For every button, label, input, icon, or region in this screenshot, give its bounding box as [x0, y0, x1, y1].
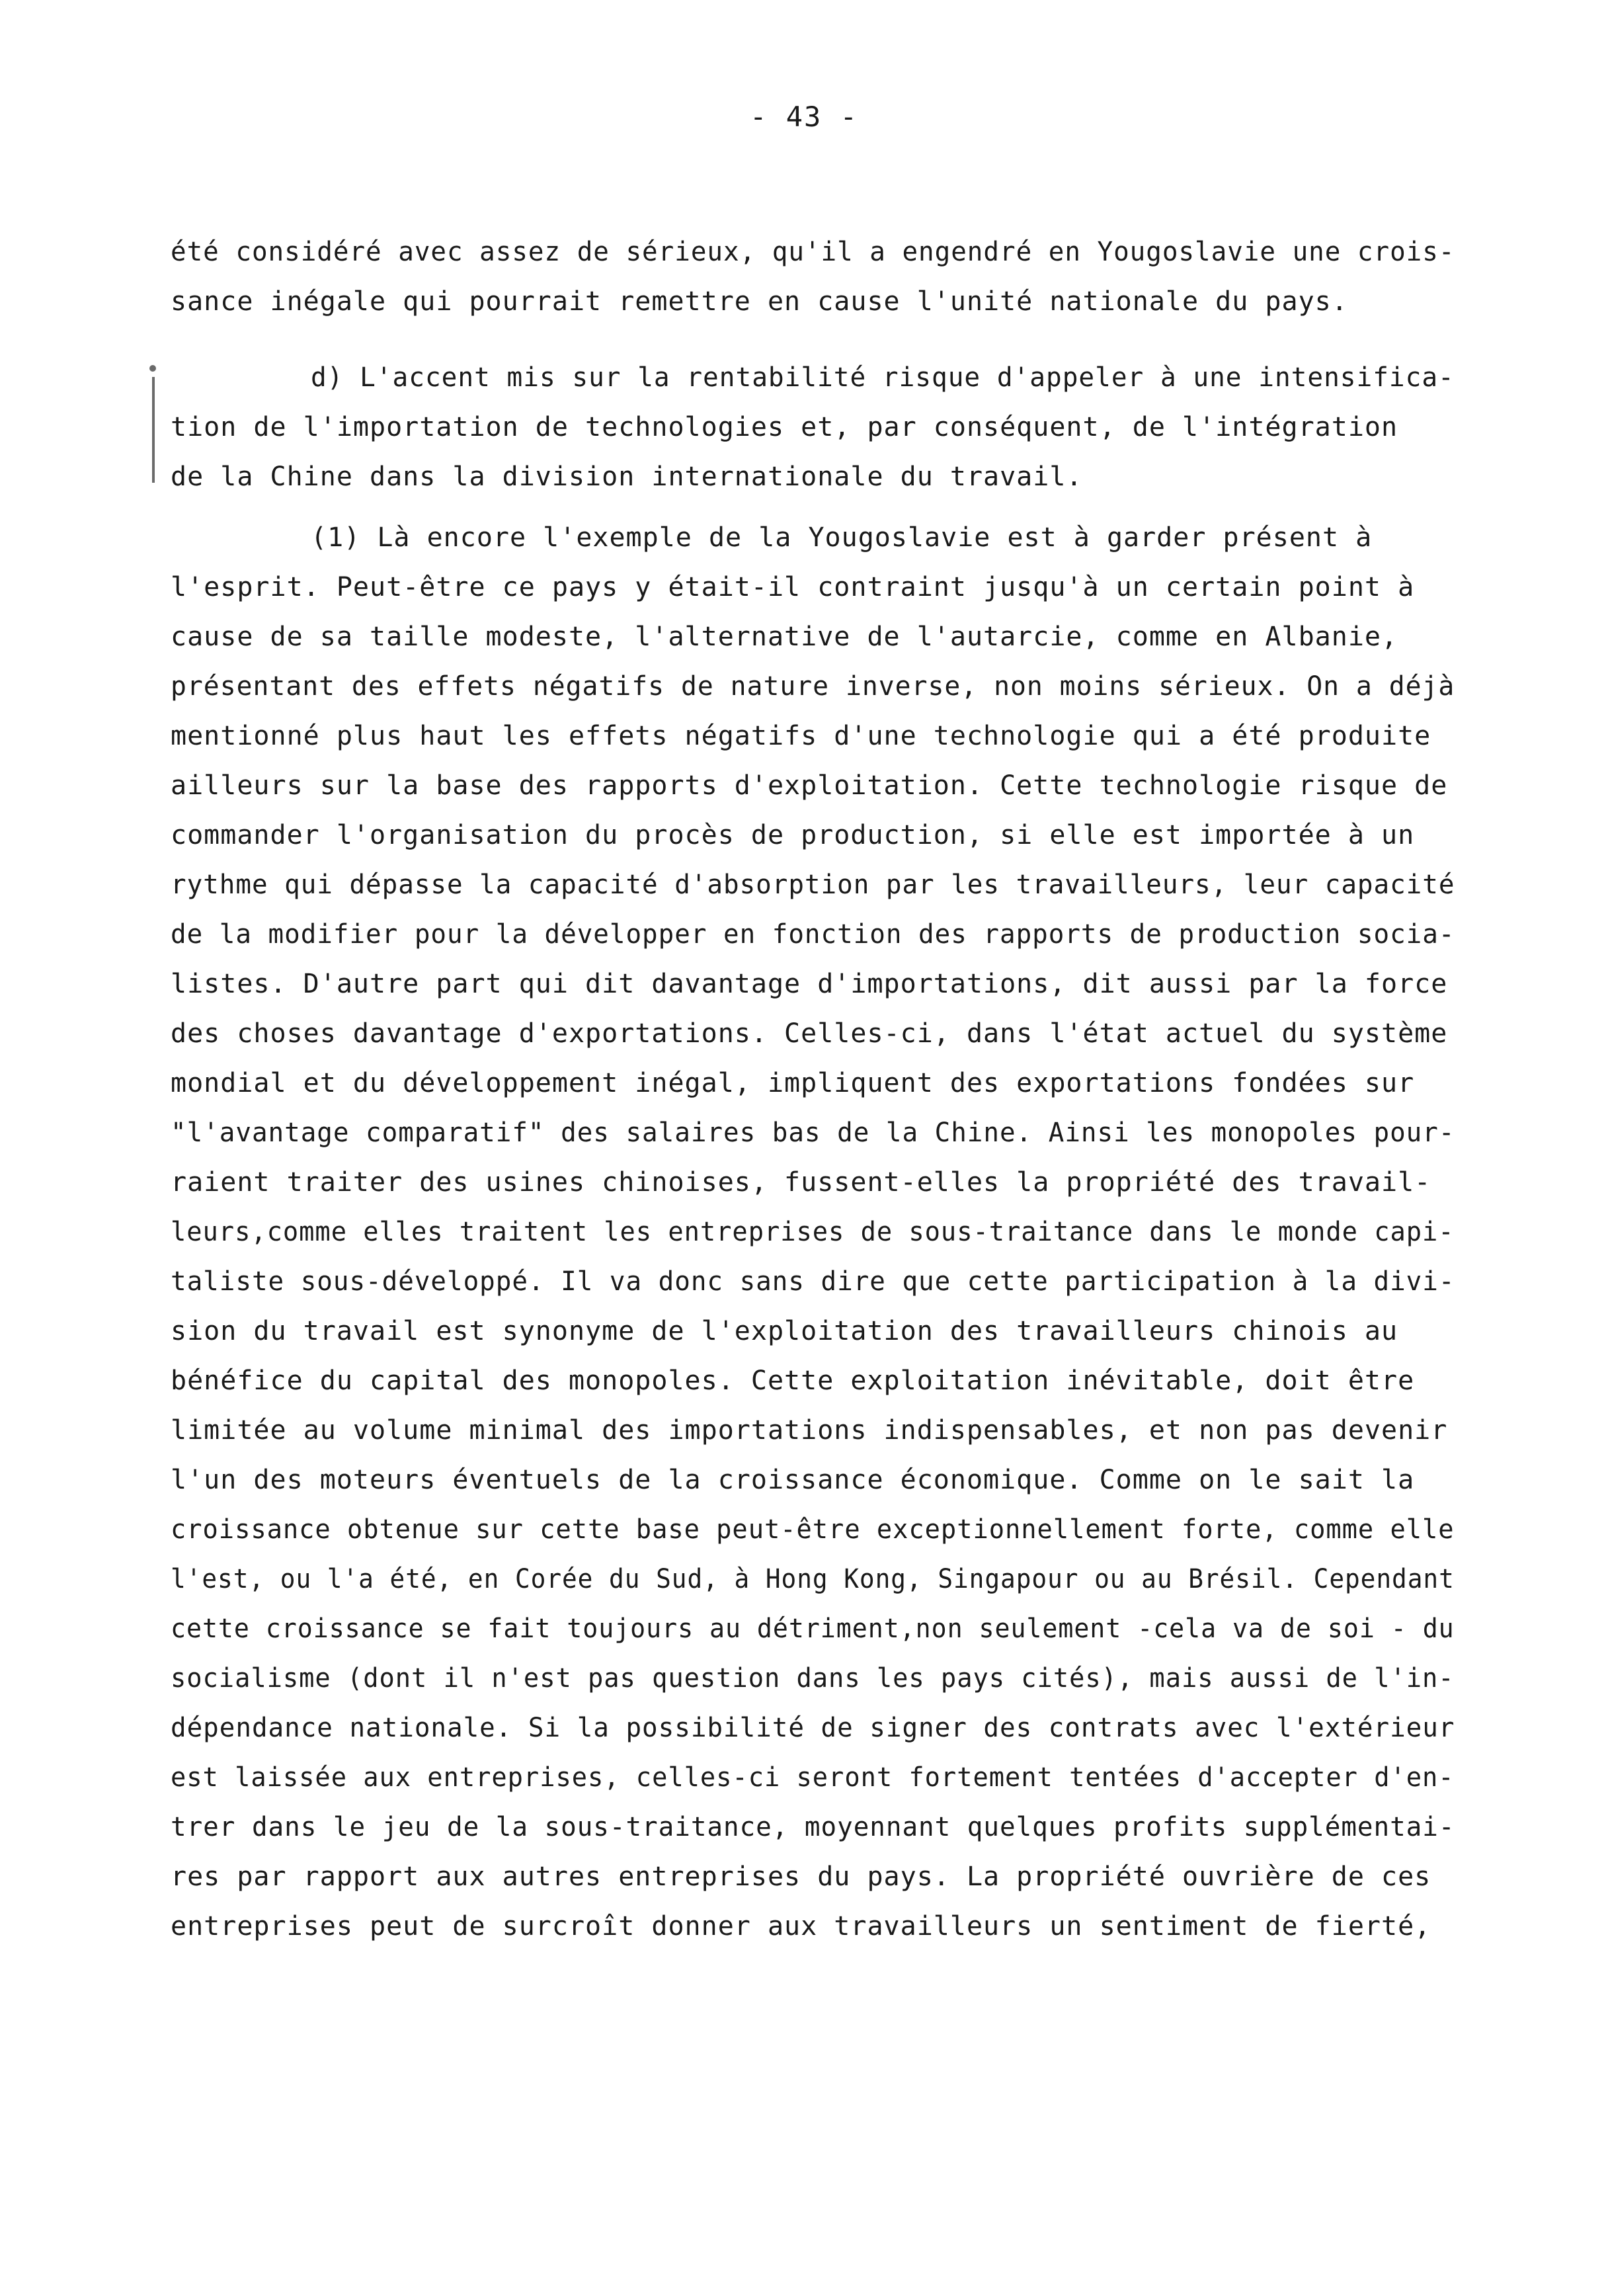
text-line: (1) Là encore l'exemple de la Yougoslavie est à garder présent à — [311, 522, 1373, 553]
text-line: sance inégale qui pourrait remettre en cause l'unité nationale du pays. — [171, 286, 1348, 317]
text-line: mentionné plus haut les effets négatifs d'une technologie qui a été produite — [171, 721, 1431, 751]
text-line: taliste sous-développé. Il va donc sans dire que cette participation à la divi- — [171, 1266, 1455, 1297]
text-line: des choses davantage d'exportations. Celles-ci, dans l'état actuel du système — [171, 1018, 1448, 1049]
text-line: commander l'organisation du procès de production, si elle est importée à un — [171, 820, 1415, 850]
text-line: entreprises peut de surcroît donner aux travailleurs un sentiment de fierté, — [171, 1911, 1431, 1942]
text-line: leurs,comme elles traitent les entreprises de sous-traitance dans le monde capi- — [171, 1217, 1455, 1247]
text-line: l'esprit. Peut-être ce pays y était-il contraint jusqu'à un certain point à — [171, 572, 1415, 602]
text-line: limitée au volume minimal des importations indispensables, et non pas devenir — [171, 1415, 1448, 1446]
margin-mark — [149, 365, 156, 372]
text-line: bénéfice du capital des monopoles. Cette exploitation inévitable, doit être — [171, 1366, 1415, 1396]
text-line: "l'avantage comparatif" des salaires bas de la Chine. Ainsi les monopoles pour- — [171, 1118, 1455, 1148]
text-line: croissance obtenue sur cette base peut-être exceptionnellement forte, comme elle — [171, 1514, 1455, 1545]
text-line: de la modifier pour la développer en fonction des rapports de production socia- — [171, 919, 1455, 950]
text-line: présentant des effets négatifs de nature inverse, non moins sérieux. On a déjà — [171, 671, 1455, 702]
text-line: ailleurs sur la base des rapports d'exploitation. Cette technologie risque de — [171, 770, 1448, 801]
text-line: raient traiter des usines chinoises, fussent-elles la propriété des travail- — [171, 1167, 1431, 1198]
text-line: rythme qui dépasse la capacité d'absorption par les travailleurs, leur capacité — [171, 870, 1455, 900]
text-line: l'est, ou l'a été, en Corée du Sud, à Hong Kong, Singapour ou au Brésil. Cependant — [171, 1564, 1455, 1594]
margin-mark — [152, 377, 155, 483]
text-line: cause de sa taille modeste, l'alternative de l'autarcie, comme en Albanie, — [171, 622, 1398, 652]
text-line: l'un des moteurs éventuels de la croissance économique. Comme on le sait la — [171, 1465, 1415, 1495]
text-line: socialisme (dont il n'est pas question dans les pays cités), mais aussi de l'in- — [171, 1663, 1455, 1694]
text-line: trer dans le jeu de la sous-traitance, moyennant quelques profits supplémentai- — [171, 1812, 1455, 1842]
text-line: res par rapport aux autres entreprises du pays. La propriété ouvrière de ces — [171, 1862, 1431, 1892]
text-line: sion du travail est synonyme de l'exploitation des travailleurs chinois au — [171, 1316, 1398, 1346]
text-line: tion de l'importation de technologies et, par conséquent, de l'intégration — [171, 412, 1398, 442]
text-line: listes. D'autre part qui dit davantage d'importations, dit aussi par la force — [171, 969, 1448, 999]
page-number: - 43 - — [750, 101, 858, 133]
text-line: été considéré avec assez de sérieux, qu'il a engendré en Yougoslavie une crois- — [171, 237, 1455, 267]
text-line: d) L'accent mis sur la rentabilité risque d'appeler à une intensifica- — [311, 362, 1455, 393]
text-line: cette croissance se fait toujours au détriment,non seulement -cela va de soi - du — [171, 1614, 1455, 1644]
text-line: dépendance nationale. Si la possibilité de signer des contrats avec l'extérieur — [171, 1713, 1455, 1743]
text-line: est laissée aux entreprises, celles-ci seront fortement tentées d'accepter d'en- — [171, 1762, 1455, 1793]
text-line: mondial et du développement inégal, impliquent des exportations fondées sur — [171, 1068, 1415, 1098]
text-line: de la Chine dans la division internationale du travail. — [171, 462, 1083, 492]
